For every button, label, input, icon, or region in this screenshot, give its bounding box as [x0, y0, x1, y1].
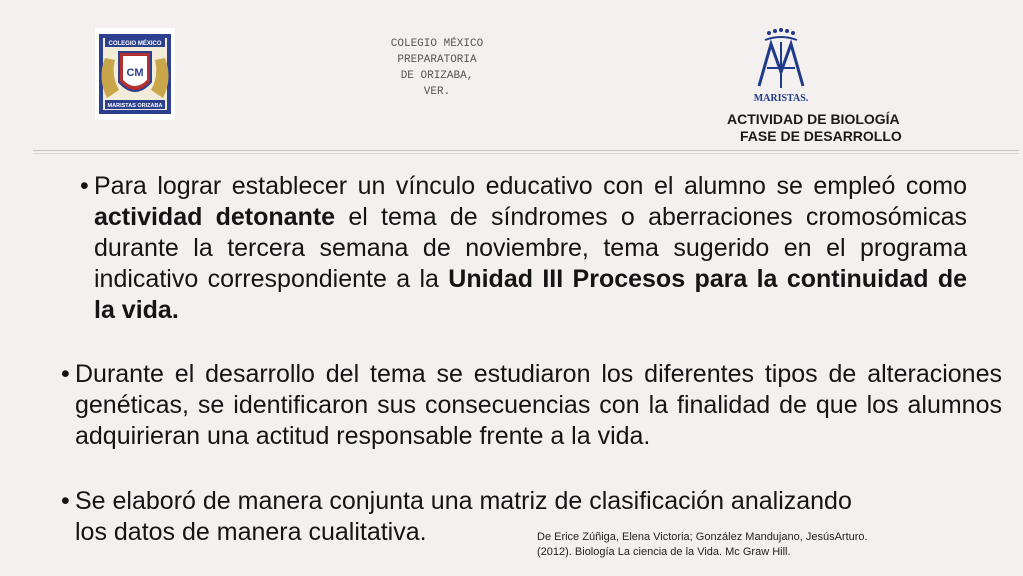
maristas-logo	[745, 28, 817, 108]
maristas-monogram-icon	[745, 28, 817, 108]
bullet-text: el tema de síndromes o aberraciones cromosómicas durante la tercera semana de noviembre, tema sugerido en el programa indicativo correspondiente a la	[94, 203, 967, 293]
svg-text:MARISTAS.: MARISTAS.	[753, 93, 809, 104]
activity-label	[727, 111, 927, 145]
svg-text:CM: CM	[126, 67, 144, 79]
bullet-text: Para lograr establecer un vínculo educativo con el alumno se empleó como	[94, 172, 967, 200]
header-divider	[33, 153, 1019, 154]
bullet-symbol: •	[61, 360, 70, 388]
reference-line: (2012). Biología La ciencia de la Vida. Mc Graw Hill.	[537, 546, 791, 558]
activity-phase: FASE DE DESARROLLO	[740, 128, 902, 144]
svg-text:COLEGIO MÉXICO: COLEGIO MÉXICO	[108, 41, 162, 47]
reference-line: De Erice Zúñiga, Elena Victoria; González Mandujano, JesúsArturo.	[537, 531, 868, 543]
bullet-text: Se elaboró de manera conjunta una matriz de clasificación analizando	[75, 487, 852, 515]
bullet-text: los datos de manera cualitativa.	[75, 518, 427, 546]
bullet-text: Durante el desarrollo del tema se estudiaron los diferentes tipos de alteraciones genéticas, se identificaron sus consecuencias con la finalidad de que los alumnos adquirieran una actitud responsable frente a la vida.	[75, 360, 1002, 450]
bullet-emphasis: Unidad III Procesos para la continuidad de la vida.	[94, 265, 967, 324]
activity-subject: ACTIVIDAD DE BIOLOGÍA	[727, 111, 900, 127]
header-divider	[33, 150, 1019, 151]
bullet-item	[61, 359, 1002, 452]
school-line: COLEGIO MÉXICO	[390, 38, 484, 50]
school-line: DE ORIZABA,	[400, 70, 474, 82]
school-line: PREPARATORIA	[397, 54, 477, 66]
bullet-symbol: •	[61, 487, 70, 515]
colegio-mexico-crest-logo	[95, 28, 175, 120]
bullet-item	[80, 171, 967, 326]
school-line: VER.	[423, 86, 451, 98]
svg-text:MARISTAS ORIZABA: MARISTAS ORIZABA	[107, 103, 163, 109]
school-title	[372, 36, 502, 100]
crest-icon	[95, 28, 175, 120]
bullet-emphasis: actividad detonante	[94, 203, 336, 231]
bibliographic-reference	[537, 530, 897, 560]
bullet-symbol: •	[80, 172, 89, 200]
